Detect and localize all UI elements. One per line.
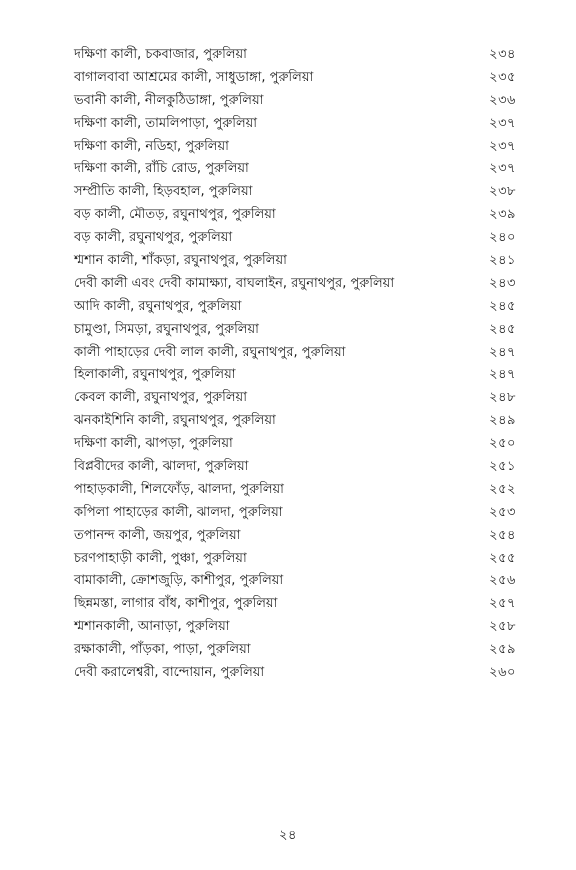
toc-entry-page-number: ২৫০: [489, 436, 516, 452]
toc-entry-page-number: ২৪১: [489, 253, 516, 269]
toc-entry-page-number: ২৫৭: [489, 596, 516, 612]
toc-entry-page-number: ২৩৭: [489, 161, 516, 177]
toc-entry-title: আদি কালী, রঘুনাথপুর, পুরুলিয়া: [74, 298, 242, 314]
toc-entry-page-number: ২৪৮: [489, 390, 516, 406]
toc-entry-page-number: ২৪৭: [489, 344, 516, 360]
toc-entry: [74, 387, 516, 410]
toc-entry: [74, 113, 516, 136]
toc-entry-title: দেবী কালী এবং দেবী কামাক্ষ্যা, বাঘলাইন, রঘুনাথপুর, পুরুলিয়া: [74, 275, 395, 291]
toc-entry: [74, 204, 516, 227]
toc-entry-title: বড় কালী, রঘুনাথপুর, পুরুলিয়া: [74, 230, 233, 246]
toc-entry-title: শ্মশান কালী, শাঁকড়া, রঘুনাথপুর, পুরুলিয়া: [74, 253, 287, 269]
toc-entry-title: ভবানী কালী, নীলকুঠিডাঙ্গা, পুরুলিয়া: [74, 92, 264, 108]
toc-entry-page-number: ২৩৬: [489, 92, 516, 108]
toc-entry-page-number: ২৫১: [489, 459, 516, 475]
toc-entry: [74, 319, 516, 342]
toc-entry: [74, 364, 516, 387]
toc-entry: [74, 639, 516, 662]
toc-entry: [74, 250, 516, 273]
toc-entry: [74, 570, 516, 593]
toc-entry: [74, 502, 516, 525]
toc-entry: [74, 90, 516, 113]
toc-entry-title: দক্ষিণা কালী, রাঁচি রোড, পুরুলিয়া: [74, 161, 249, 177]
toc-entry-title: শ্মশানকালী, আনাড়া, পুরুলিয়া: [74, 619, 230, 635]
toc-entry-title: ছিন্নমস্তা, লাগার বাঁধ, কাশীপুর, পুরুলিয়া: [74, 596, 278, 612]
toc-entry: [74, 67, 516, 90]
page-number: ২৪: [279, 828, 297, 843]
toc-entry: [74, 44, 516, 67]
toc-entry: [74, 479, 516, 502]
toc-entry: [74, 616, 516, 639]
toc-entry-title: পাহাড়কালী, শিলফোঁড়, ঝালদা, পুরুলিয়া: [74, 481, 284, 497]
toc-entry-page-number: ২৫৮: [489, 619, 516, 635]
toc-entry-page-number: ২৫৩: [489, 504, 516, 520]
toc-entry-title: চামুণ্ডা, সিমড়া, রঘুনাথপুর, পুরুলিয়া: [74, 321, 259, 337]
toc-entry-page-number: ২৪৫: [489, 298, 516, 314]
toc-entry-page-number: ২৩৭: [489, 115, 516, 131]
toc-entry: [74, 181, 516, 204]
toc-entry: [74, 525, 516, 548]
toc-entry-title: সম্প্রীতি কালী, হিড়বহাল, পুরুলিয়া: [74, 184, 253, 200]
toc-entry-title: দক্ষিণা কালী, নডিহা, পুরুলিয়া: [74, 138, 229, 154]
toc-entry-title: কালী পাহাড়ের দেবী লাল কালী, রঘুনাথপুর, পুরুলিয়া: [74, 344, 346, 360]
toc-entry: [74, 158, 516, 181]
toc-entry-page-number: ২৫৪: [489, 527, 516, 543]
toc-entry-title: কপিলা পাহাড়ের কালী, ঝালদা, পুরুলিয়া: [74, 504, 283, 520]
toc-entry-page-number: ২৩৯: [489, 207, 516, 223]
toc-entry: [74, 548, 516, 571]
toc-entry: [74, 136, 516, 159]
toc-entry-title: বিপ্লবীদের কালী, ঝালদা, পুরুলিয়া: [74, 459, 249, 475]
toc-entry: [74, 662, 516, 685]
toc-entry-title: রক্ষাকালী, পাঁড়কা, পাড়া, পুরুলিয়া: [74, 642, 251, 658]
toc-entry-page-number: ২৩৭: [489, 138, 516, 154]
toc-entry: [74, 227, 516, 250]
toc-entry-page-number: ২৪৩: [489, 275, 516, 291]
toc-entry-page-number: ২৪৭: [489, 367, 516, 383]
toc-entry-title: দেবী করালেশ্বরী, বান্দোয়ান, পুরুলিয়া: [74, 665, 265, 681]
table-of-contents: [74, 44, 516, 685]
toc-entry-page-number: ২৫৫: [489, 550, 516, 566]
toc-entry-page-number: ২৪০: [489, 230, 516, 246]
toc-entry: [74, 273, 516, 296]
toc-entry: [74, 456, 516, 479]
toc-entry-title: বড় কালী, মৌতড়, রঘুনাথপুর, পুরুলিয়া: [74, 207, 276, 223]
toc-entry-page-number: ২৫২: [489, 481, 516, 497]
toc-entry-title: কেবল কালী, রঘুনাথপুর, পুরুলিয়া: [74, 390, 247, 406]
toc-entry-title: ঝনকাইশিনি কালী, রঘুনাথপুর, পুরুলিয়া: [74, 413, 276, 429]
toc-entry: [74, 593, 516, 616]
toc-entry-title: দক্ষিণা কালী, চকবাজার, পুরুলিয়া: [74, 47, 247, 62]
toc-entry-title: হিলাকালী, রঘুনাথপুর, পুরুলিয়া: [74, 367, 236, 383]
toc-entry-title: বাগালবাবা আশ্রমের কালী, সাধুডাঙ্গা, পুরুলিয়া: [74, 69, 314, 85]
toc-entry-page-number: ২৫৬: [489, 573, 516, 589]
toc-entry-page-number: ২৩৫: [489, 69, 516, 85]
toc-entry: [74, 433, 516, 456]
toc-entry-page-number: ২৪৯: [489, 413, 516, 429]
toc-entry-page-number: ২৬০: [489, 665, 516, 681]
toc-entry: [74, 410, 516, 433]
toc-entry-page-number: ২৪৫: [489, 321, 516, 337]
toc-entry-title: দক্ষিণা কালী, তামলিপাড়া, পুরুলিয়া: [74, 115, 258, 131]
toc-entry-page-number: ২৩৪: [489, 47, 516, 62]
toc-entry-title: চরণপাহাড়ী কালী, পুঞ্চা, পুরুলিয়া: [74, 550, 247, 566]
toc-entry-title: দক্ষিণা কালী, ঝাপড়া, পুরুলিয়া: [74, 436, 233, 452]
toc-entry-title: তপানন্দ কালী, জয়পুর, পুরুলিয়া: [74, 527, 241, 543]
toc-entry: [74, 296, 516, 319]
toc-entry-title: বামাকালী, ক্রোশজুড়ি, কাশীপুর, পুরুলিয়া: [74, 573, 284, 589]
toc-entry: [74, 342, 516, 365]
toc-entry-page-number: ২৫৯: [489, 642, 516, 658]
toc-entry-page-number: ২৩৮: [489, 184, 516, 200]
